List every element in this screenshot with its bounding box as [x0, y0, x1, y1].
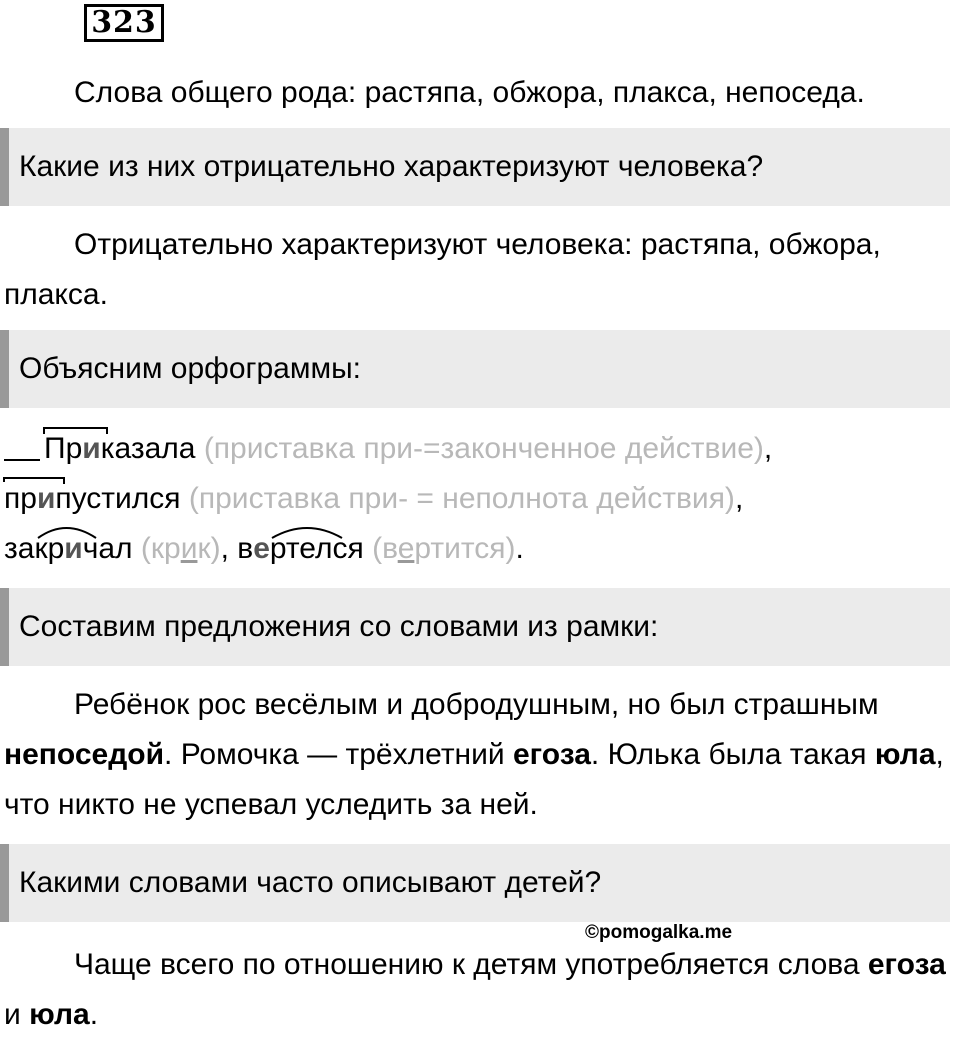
- prefix-mark-prikazala: [44, 428, 107, 434]
- paragraph-common-gender: Слова общего рода: растяпа, обжора, плакса, непоседа.: [74, 76, 865, 109]
- root-mark-zakrichal: [38, 528, 96, 538]
- paragraph-children-answer: Чаще всего по отношению к детям употребляется слова егоза и юла.: [4, 948, 946, 1031]
- note-prikazala: (приставка при-=законченное действие): [203, 432, 764, 465]
- note-vertitsya: (вертится): [372, 532, 516, 565]
- watermark: ©pomogalka.me: [585, 922, 733, 943]
- ortho-line-1: Приказала (приставка при-=законченное действие),: [44, 432, 773, 465]
- morpheme-marks: [0, 420, 960, 550]
- question-sentences: Составим предложения со словами из рамки:: [0, 588, 950, 666]
- prefix-mark-pripustilsya: [4, 478, 64, 484]
- paragraph-sentences: Ребёнок рос весёлым и добродушным, но был страшным непоседой. Ромочка — трёхлетний егоза. Юлька была такая юла, что никто не успевал уследить за ней.: [4, 688, 944, 821]
- word-vertelsya: вертелся: [237, 532, 364, 565]
- paragraph-negative-answer: Отрицательно характеризуют человека: растяпа, обжора, плакса.: [4, 228, 881, 311]
- question-orthograms: Объясним орфограммы:: [0, 330, 950, 408]
- word-pripustilsya: припустился: [4, 482, 181, 515]
- word-prikazala: Приказала: [44, 432, 196, 465]
- ortho-line-3: закричал (крик), вертелся (вертится).: [4, 532, 524, 565]
- question-children: Какими словами часто описывают детей?: [0, 844, 950, 922]
- word-zakrichal: закричал: [4, 532, 133, 565]
- question-negative: Какие из них отрицательно характеризуют человека?: [0, 128, 950, 206]
- ortho-line-2: припустился (приставка при- = неполнота действия),: [4, 482, 744, 515]
- note-pripustilsya: (приставка при- = неполнота действия): [188, 482, 735, 515]
- task-number: 323: [84, 4, 164, 42]
- note-krik: (крик): [140, 532, 221, 565]
- root-mark-vertelsya: [272, 528, 342, 538]
